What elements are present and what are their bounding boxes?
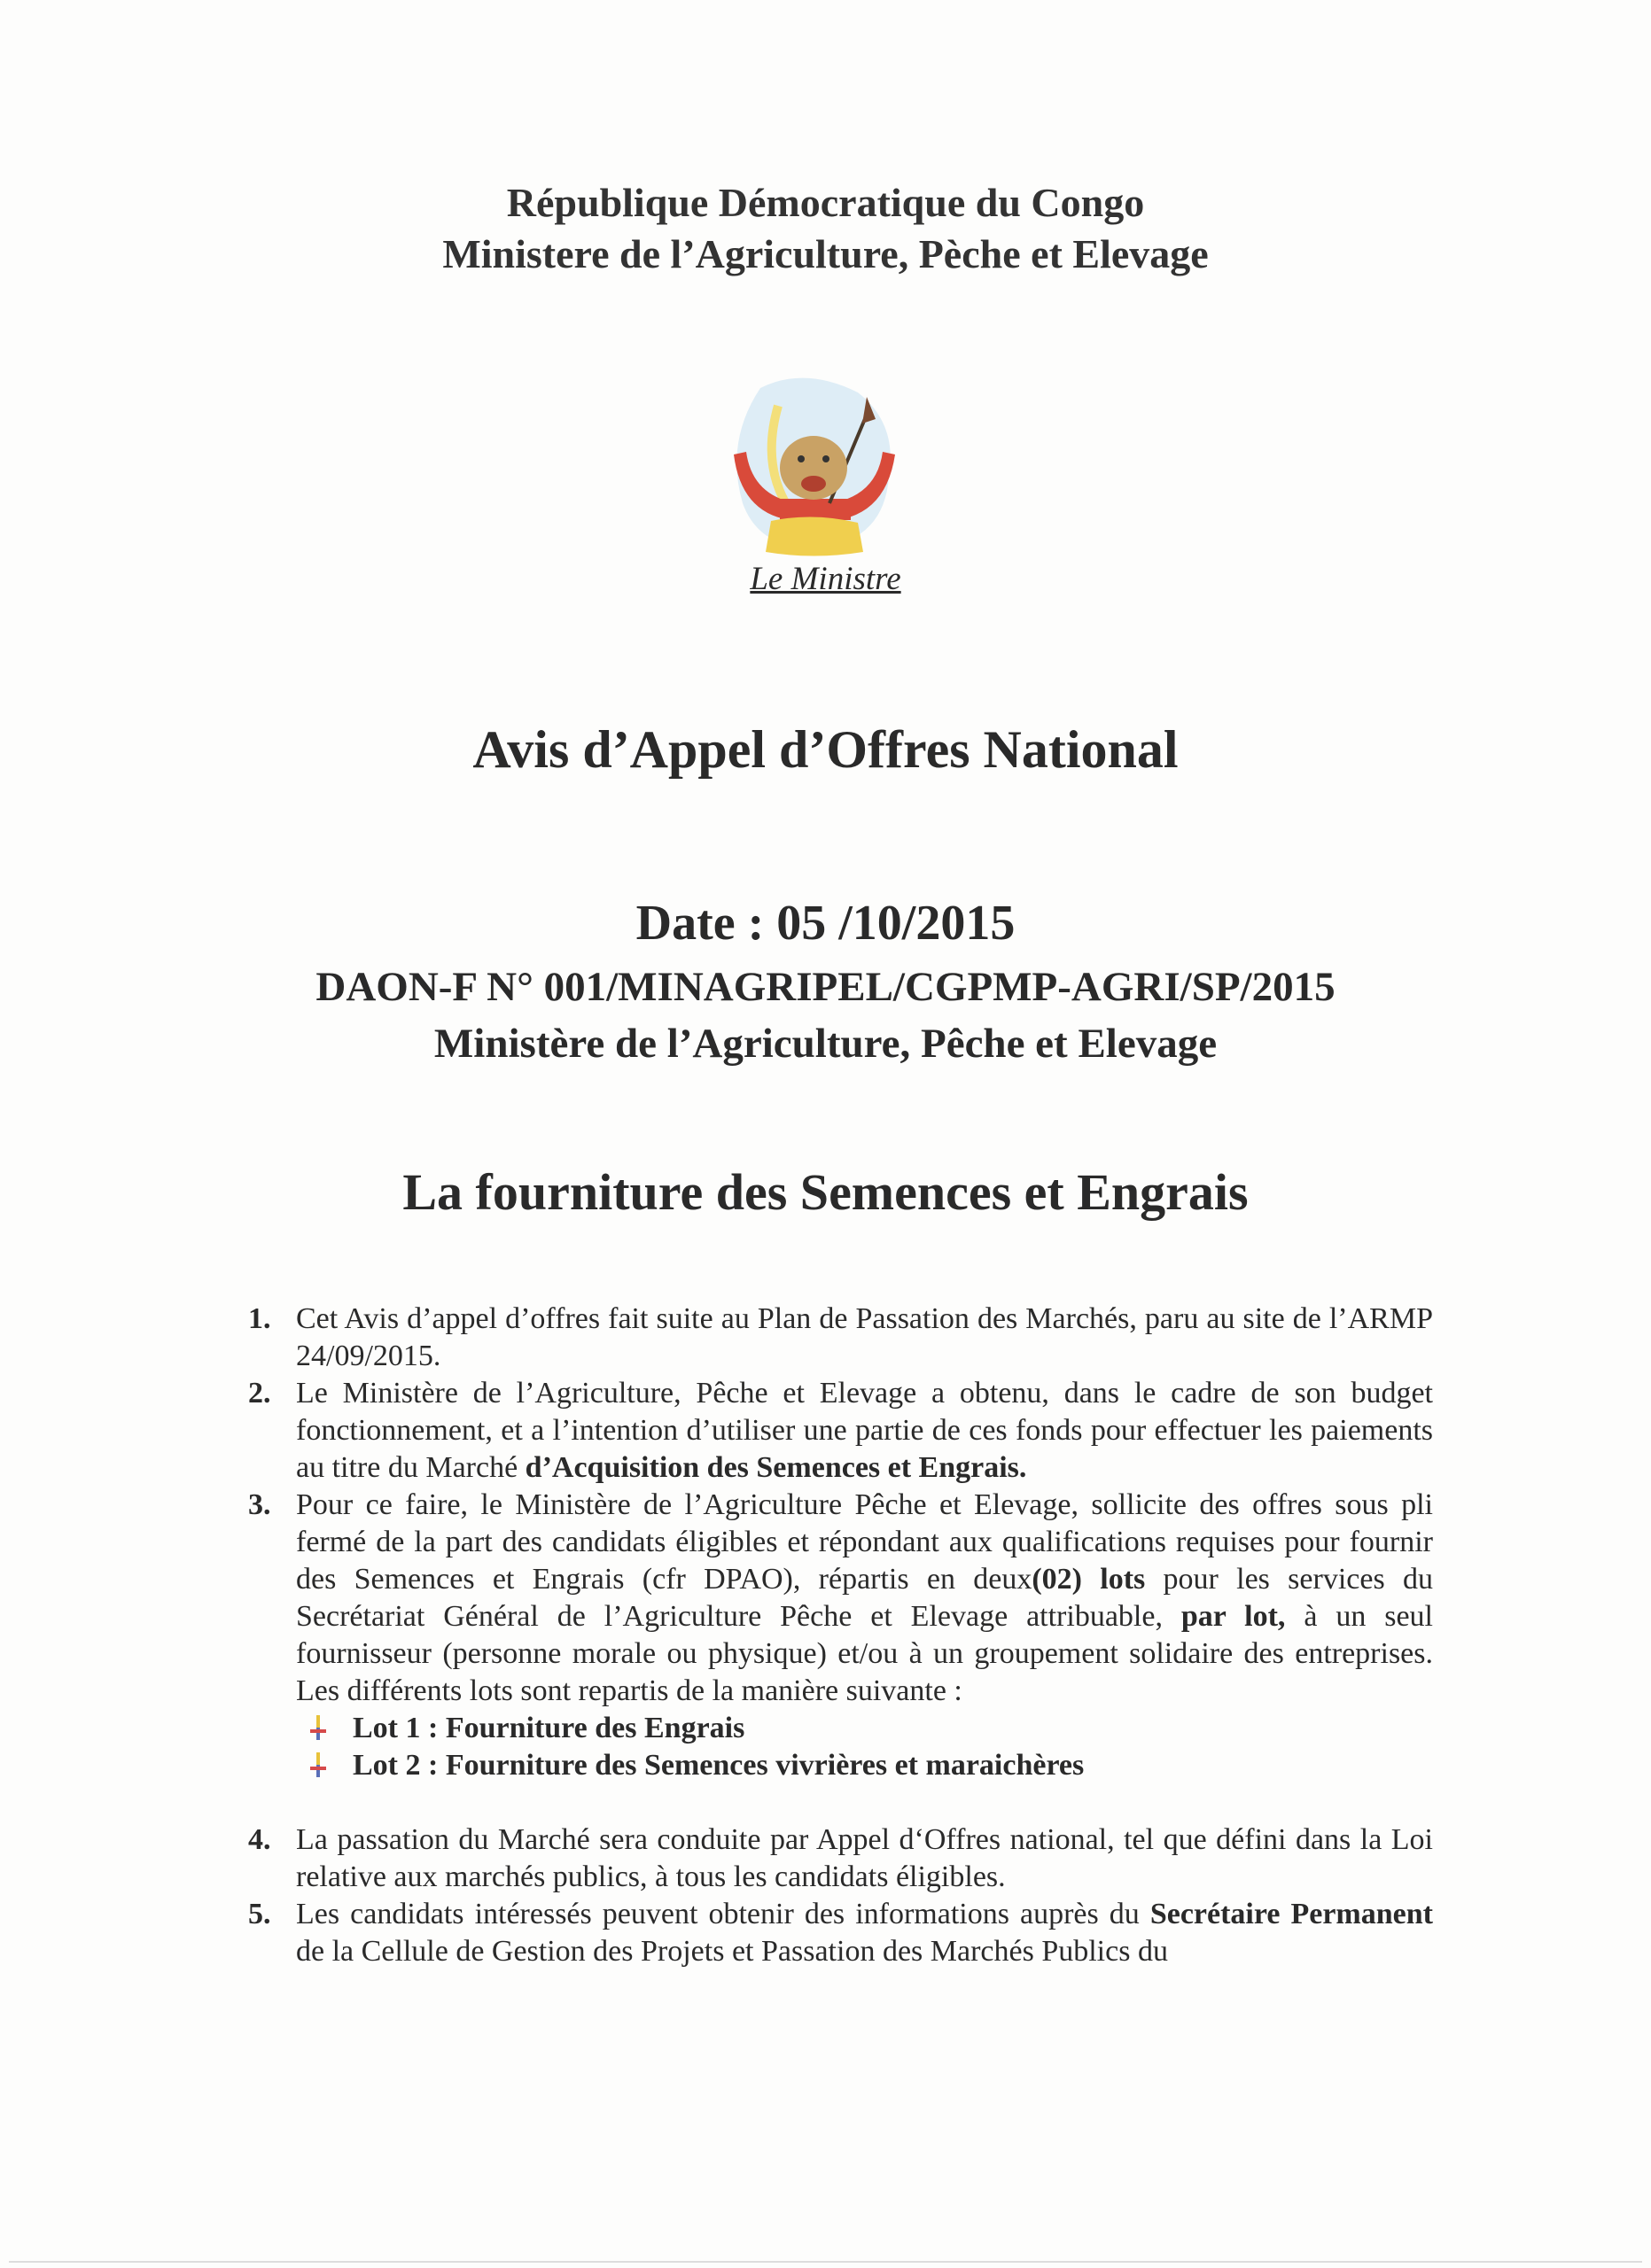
list-item <box>248 1821 1433 1896</box>
item-text: Pour ce faire, le Ministère de l’Agriculture Pêche et Elevage, sollicite des offres sous pli fermé de la part des candidats éligibles et répondant aux qualifications requises pour fournir des Semences et Engrais (cfr DPAO), répartis en deux <box>296 1488 1433 1596</box>
coat-of-arms-emblem <box>725 370 902 565</box>
item-text: de la Cellule de Gestion des Projets et Passation des Marchés Publics du <box>296 1935 1168 1968</box>
item-number: 2. <box>248 1377 271 1410</box>
item-bold-text: d’Acquisition des Semences et Engrais. <box>525 1451 1027 1484</box>
lot-label: Lot 2 : Fourniture des Semences vivrières et maraichères <box>353 1749 1085 1782</box>
reference-block <box>0 959 1651 1072</box>
item-number: 1. <box>248 1302 271 1335</box>
ministry-line: Ministère de l’Agriculture, Pêche et Elevage <box>433 1021 1218 1067</box>
list-item <box>248 1301 1433 1375</box>
lot-item <box>308 1747 1433 1784</box>
item-number: 5. <box>248 1898 271 1930</box>
arrow-down-bullet-icon <box>308 1715 328 1742</box>
item-text: Cet Avis d’appel d’offres fait suite au Plan de Passation des Marchés, paru au site de l’ARMP 24/09/2015. <box>296 1302 1433 1372</box>
notice-date: Date : 05 /10/2015 <box>635 896 1016 951</box>
item-text: à un seul fournisseur (personne morale ou physique) et/ou à un groupement solidaire des entreprises. Les différents lots sont repartis de la manière suivante : <box>296 1600 1433 1707</box>
lot-list <box>296 1710 1433 1784</box>
list-item <box>248 1375 1433 1487</box>
reference-number: DAON-F N° 001/MINAGRIPEL/CGPMP-AGRI/SP/2015 <box>315 964 1336 1010</box>
item-bold-text: Secrétaire Permanent <box>1149 1898 1433 1930</box>
signatory-title: Le Ministre <box>750 561 901 597</box>
item-text: Les candidats intéressés peuvent obtenir des informations auprès du <box>296 1898 1150 1930</box>
country-name: République Démocratique du Congo <box>506 180 1145 225</box>
item-number: 3. <box>248 1488 271 1521</box>
page-edge-line <box>9 2261 1642 2263</box>
list-item <box>248 1487 1433 1821</box>
item-bold-text: par lot, <box>1180 1600 1286 1633</box>
arrow-down-bullet-icon <box>308 1752 328 1779</box>
item-text: pour les services du Secrétariat Général de l’Agriculture Pêche et Elevage attribuable, <box>296 1563 1433 1633</box>
notice-items <box>248 1301 1433 1970</box>
ministry-name: Ministere de l’Agriculture, Pèche et Elevage <box>442 231 1209 276</box>
list-item <box>248 1896 1433 1970</box>
notice-title: Avis d’Appel d’Offres National <box>472 720 1179 779</box>
subject-heading: La fourniture des Semences et Engrais <box>402 1163 1249 1221</box>
item-text: La passation du Marché sera conduite par Appel d‘Offres national, tel que défini dans la Loi relative aux marchés publics, à tous les candidats éligibles. <box>296 1823 1433 1893</box>
lot-item <box>308 1710 1433 1747</box>
item-text: Le Ministère de l’Agriculture, Pêche et Elevage a obtenu, dans le cadre de son budget fonctionnement, et a l’intention d’utiliser une partie de ces fonds pour effectuer les paiements au titre du Marché <box>296 1377 1433 1484</box>
lot-label: Lot 1 : Fourniture des Engrais <box>353 1712 745 1744</box>
item-number: 4. <box>248 1823 271 1856</box>
item-bold-text: (02) lots <box>1032 1563 1146 1596</box>
letterhead <box>0 177 1651 280</box>
